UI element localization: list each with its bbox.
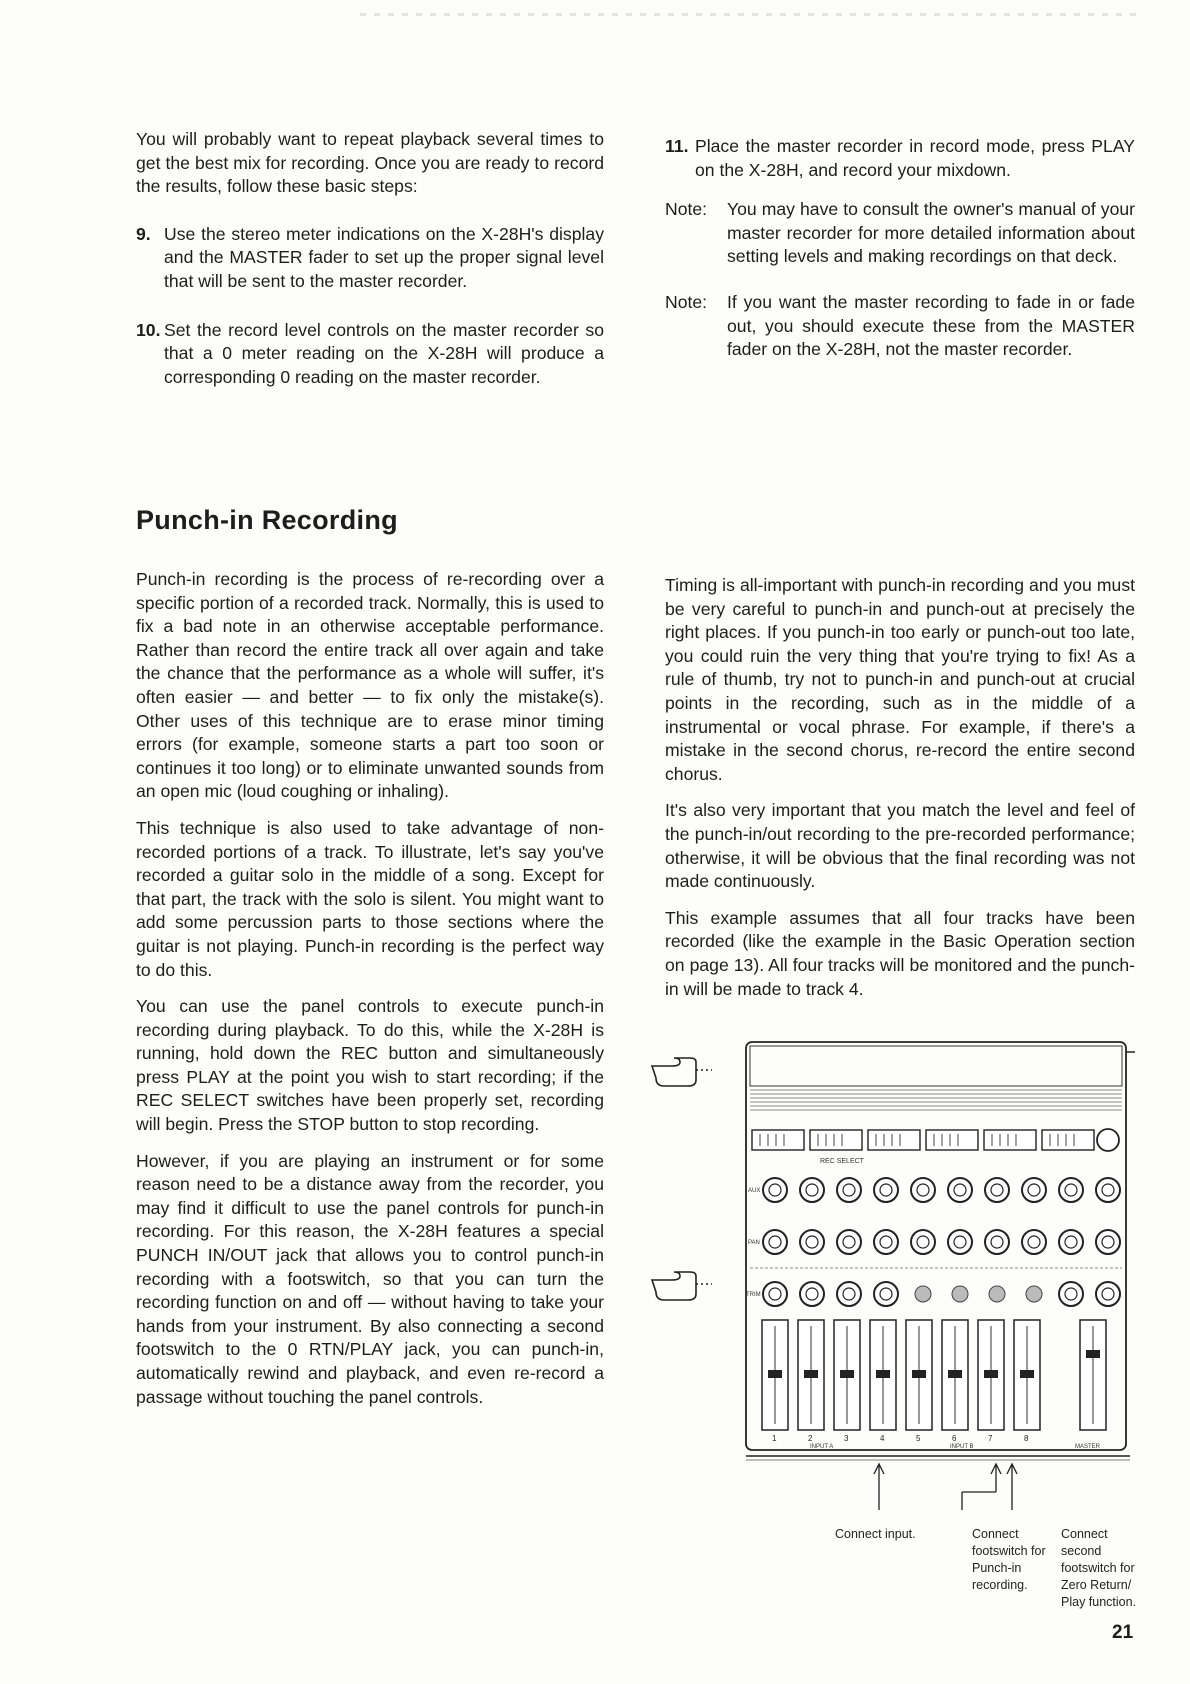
knob-rows [763, 1178, 1120, 1306]
note-fade [665, 291, 1135, 362]
step-text: Use the stereo meter indications on the X-28H's display and the MASTER fader to set up the proper signal level that will be sent to the master recorder. [164, 223, 604, 291]
aux-label: AUX [748, 1188, 761, 1194]
note-owners-manual [665, 198, 1135, 269]
paragraph: This technique is also used to take advantage of non-recorded portions of a track. To illustrate, let's say you've recorded a guitar solo in the middle of a song. Except for that part, the track with the solo is silent. You might want to add some percussion parts to those sections where the guitar is not playing. Punch-in recording is the perfect way to do this. [136, 817, 604, 980]
mixer-panel-figure [650, 1040, 1135, 1520]
paragraph: This example assumes that all four tracks have been recorded (like the example in the Basic Operation section on page 13). All four tracks will be monitored and the punch-in will be made to track 4. [665, 907, 1135, 999]
note-label: Note: [665, 199, 708, 220]
paragraph: It's also very important that you match the level and feel of the punch-in/out recording to the pre-recorded performance; otherwise, it will be obvious that the final recording was not made continuously. [665, 800, 1135, 892]
step-10 [136, 319, 604, 390]
step-9 [136, 223, 604, 294]
page-number: 21 [1112, 1622, 1134, 1643]
scan-artifact [360, 13, 1140, 16]
section-heading: Punch-in Recording [136, 505, 398, 535]
note-text: You may have to consult the owner's manual of your master recorder for more detailed information about setting levels and making recordings on that deck. [727, 199, 1135, 267]
knob [1097, 1129, 1119, 1151]
intro-left-column [136, 128, 604, 414]
rec-select-switches [752, 1130, 1094, 1150]
mixer-panel-illustration [650, 1040, 1135, 1520]
master-label: MASTER [1075, 1444, 1101, 1450]
pan-label: PAN [748, 1240, 760, 1246]
intro-paragraph: You will probably want to repeat playback several times to get the best mix for recording. Once you are ready to record the results, follow these basic steps: [136, 129, 604, 197]
input-b-label: INPUT B [950, 1444, 974, 1450]
step-number: 9. [136, 223, 151, 244]
svg-text:1: 1 [772, 1434, 777, 1443]
trim-label: TRIM [746, 1292, 761, 1298]
step-number: 11. [665, 136, 689, 156]
paragraph: Timing is all-important with punch-in recording and you must be very careful to punch-in and punch-out at precisely the right places. If you punch-in too early or punch-out too late, you could ruin the very thing that you're trying to fix! As a rule of thumb, try not to punch-in and punch-out at crucial points in the recording, such as in the middle of a instrumental or vocal phrase. For example, if there's a mistake in the second chorus, re-record the entire second chorus. [665, 575, 1135, 784]
callout-arrows [874, 1464, 1017, 1510]
paragraph: However, if you are playing an instrument or for some reason need to be a distance away from the recorder, you may find it difficult to use the panel controls for punch-in recording. For this reason, the X-28H features a special PUNCH IN/OUT jack that allows you to control punch-in recording with a footswitch, so that you can turn the recording function on and off — without having to take your hands from your instrument. By also connecting a second footswitch to the 0 RTN/PLAY jack, you can punch-in, automatically rewind and playback, and even re-record a passage without touching the panel controls. [136, 1150, 604, 1407]
svg-text:4: 4 [880, 1434, 885, 1443]
note-text: If you want the master recording to fade in or fade out, you should execute these from the MASTER fader on the X-28H, not the master recorder. [727, 291, 1135, 360]
svg-text:8: 8 [1024, 1434, 1029, 1443]
callout-punch-in-footswitch: Connect footswitch for Punch-in recording. [972, 1527, 1046, 1592]
step-number: 10. [136, 319, 161, 340]
punch-in-right-column [665, 574, 1135, 1014]
paragraph: Punch-in recording is the process of re-recording over a specific portion of a recorded track. Normally, this is used to fix a bad note in an otherwise acceptable performance. Rather than record the entire track all over again and take the chance that the performance as a whole will suffer, it's often easier — and better — to fix only the mistake(s). Other uses of this technique are to erase minor timing errors (for example, someone starts a part too soon or continues it too long) or to eliminate unwanted sounds from an open mic (loud coughing or inhaling). [136, 569, 604, 802]
step-text: Set the record level controls on the master recorder so that a 0 meter reading on the X-28H will produce a corresponding 0 reading on the master recorder. [164, 319, 604, 387]
rec-select-label: REC SELECT [820, 1158, 864, 1165]
callout-connect-input: Connect input. [835, 1527, 916, 1541]
note-label: Note: [665, 291, 708, 312]
input-a-label: INPUT A [810, 1444, 834, 1450]
step-text: Place the master recorder in record mode, press PLAY on the X-28H, and record your mixdown. [695, 136, 1135, 180]
svg-text:2: 2 [808, 1434, 813, 1443]
paragraph: You can use the panel controls to execute punch-in recording during playback. To do this, while the X-28H is running, hold down the REC button and simultaneously press PLAY at the point you wish to start recording; if the REC SELECT switches have been properly set, recording will begin. Press the STOP button to stop recording. [136, 996, 604, 1135]
pointing-hand-icon [652, 1272, 712, 1300]
svg-text:3: 3 [844, 1434, 849, 1443]
callout-zero-return-footswitch: Connect second footswitch for Zero Return/ Play function. [1061, 1527, 1137, 1609]
svg-text:6: 6 [952, 1434, 957, 1443]
intro-right-column [665, 135, 1135, 384]
step-11 [665, 135, 1135, 182]
svg-text:5: 5 [916, 1434, 921, 1443]
pointing-hand-icon [652, 1058, 712, 1086]
svg-text:7: 7 [988, 1434, 993, 1443]
channel-numbers [772, 1434, 1029, 1443]
punch-in-left-column [136, 568, 604, 1422]
